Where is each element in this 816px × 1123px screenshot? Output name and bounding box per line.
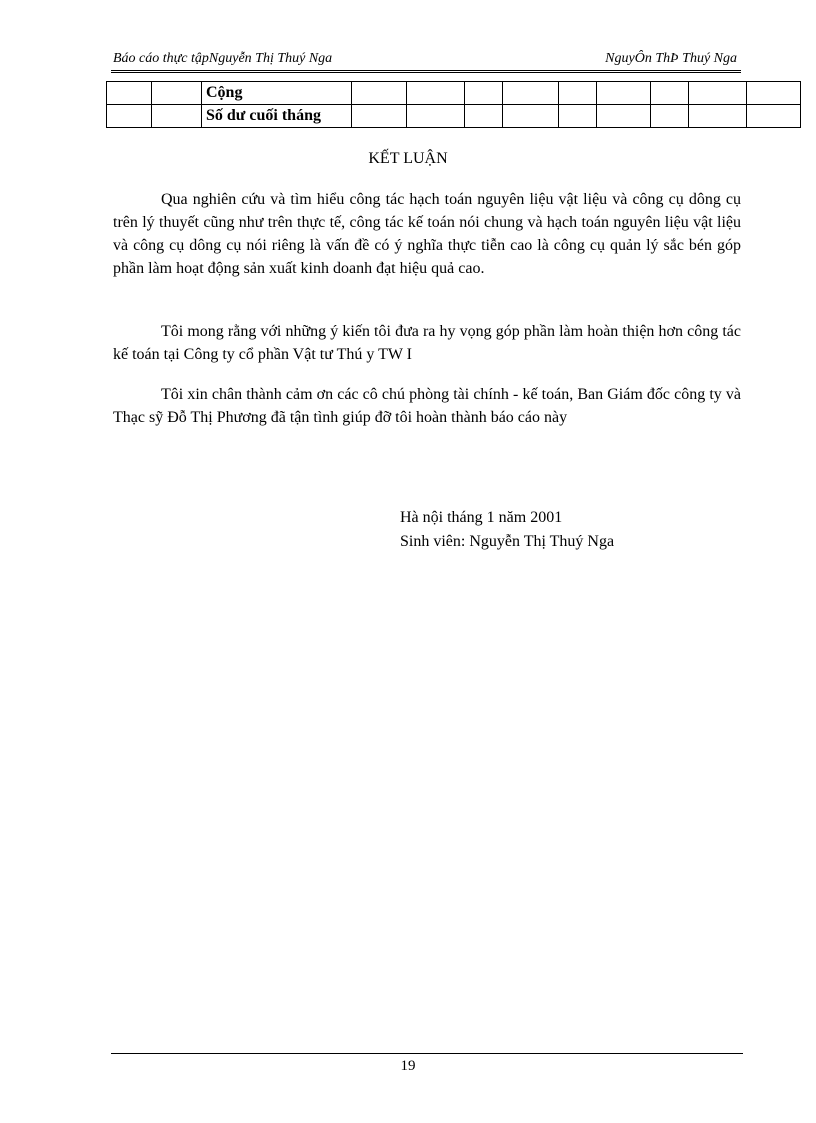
page-header	[111, 50, 741, 71]
footer-divider	[111, 1053, 743, 1054]
conclusion-paragraph: Tôi xin chân thành cảm ơn các cô chú phòng tài chính - kế toán, Ban Giám đốc công ty và Thạc sỹ Đỗ Thị Phương đã tận tình giúp đỡ tôi hoàn thành báo cáo này	[113, 386, 741, 426]
conclusion-paragraph: Qua nghiên cứu và tìm hiểu công tác hạch toán nguyên liệu vật liệu và công cụ dông cụ trên lý thuyết cũng như trên thực tế, công tác kế toán nói chung và hạch toán nguyên liệu vật liệu và công cụ dông cụ nói riêng là vấn đề có ý nghĩa thực tiễn cao là công cụ quản lý sắc bén góp phần làm hoạt động sản xuất kinh doanh đạt hiệu quả cao.	[113, 191, 741, 277]
row-label: Số dư cuối tháng	[202, 105, 352, 128]
header-divider	[111, 72, 741, 73]
ledger-table-fragment	[106, 81, 801, 128]
signature-name: Sinh viên: Nguyễn Thị Thuý Nga	[400, 533, 615, 550]
section-title: KẾT LUẬN	[368, 150, 448, 167]
conclusion-paragraph: Tôi mong rằng với những ý kiến tôi đưa ra hy vọng góp phần làm hoàn thiện hơn công tác kế toán tại Công ty cổ phần Vật tư Thú y TW I	[113, 323, 741, 363]
header-right-text: NguyÔn ThÞ Thuý Nga	[605, 51, 737, 66]
row-label: Cộng	[202, 82, 352, 105]
table-row	[107, 82, 801, 105]
table-row	[107, 105, 801, 128]
signature-date: Hà nội tháng 1 năm 2001	[400, 509, 563, 526]
header-left-text: Báo cáo thực tậpNguyễn Thị Thuý Nga	[113, 51, 333, 66]
page-number: 19	[400, 1058, 416, 1074]
